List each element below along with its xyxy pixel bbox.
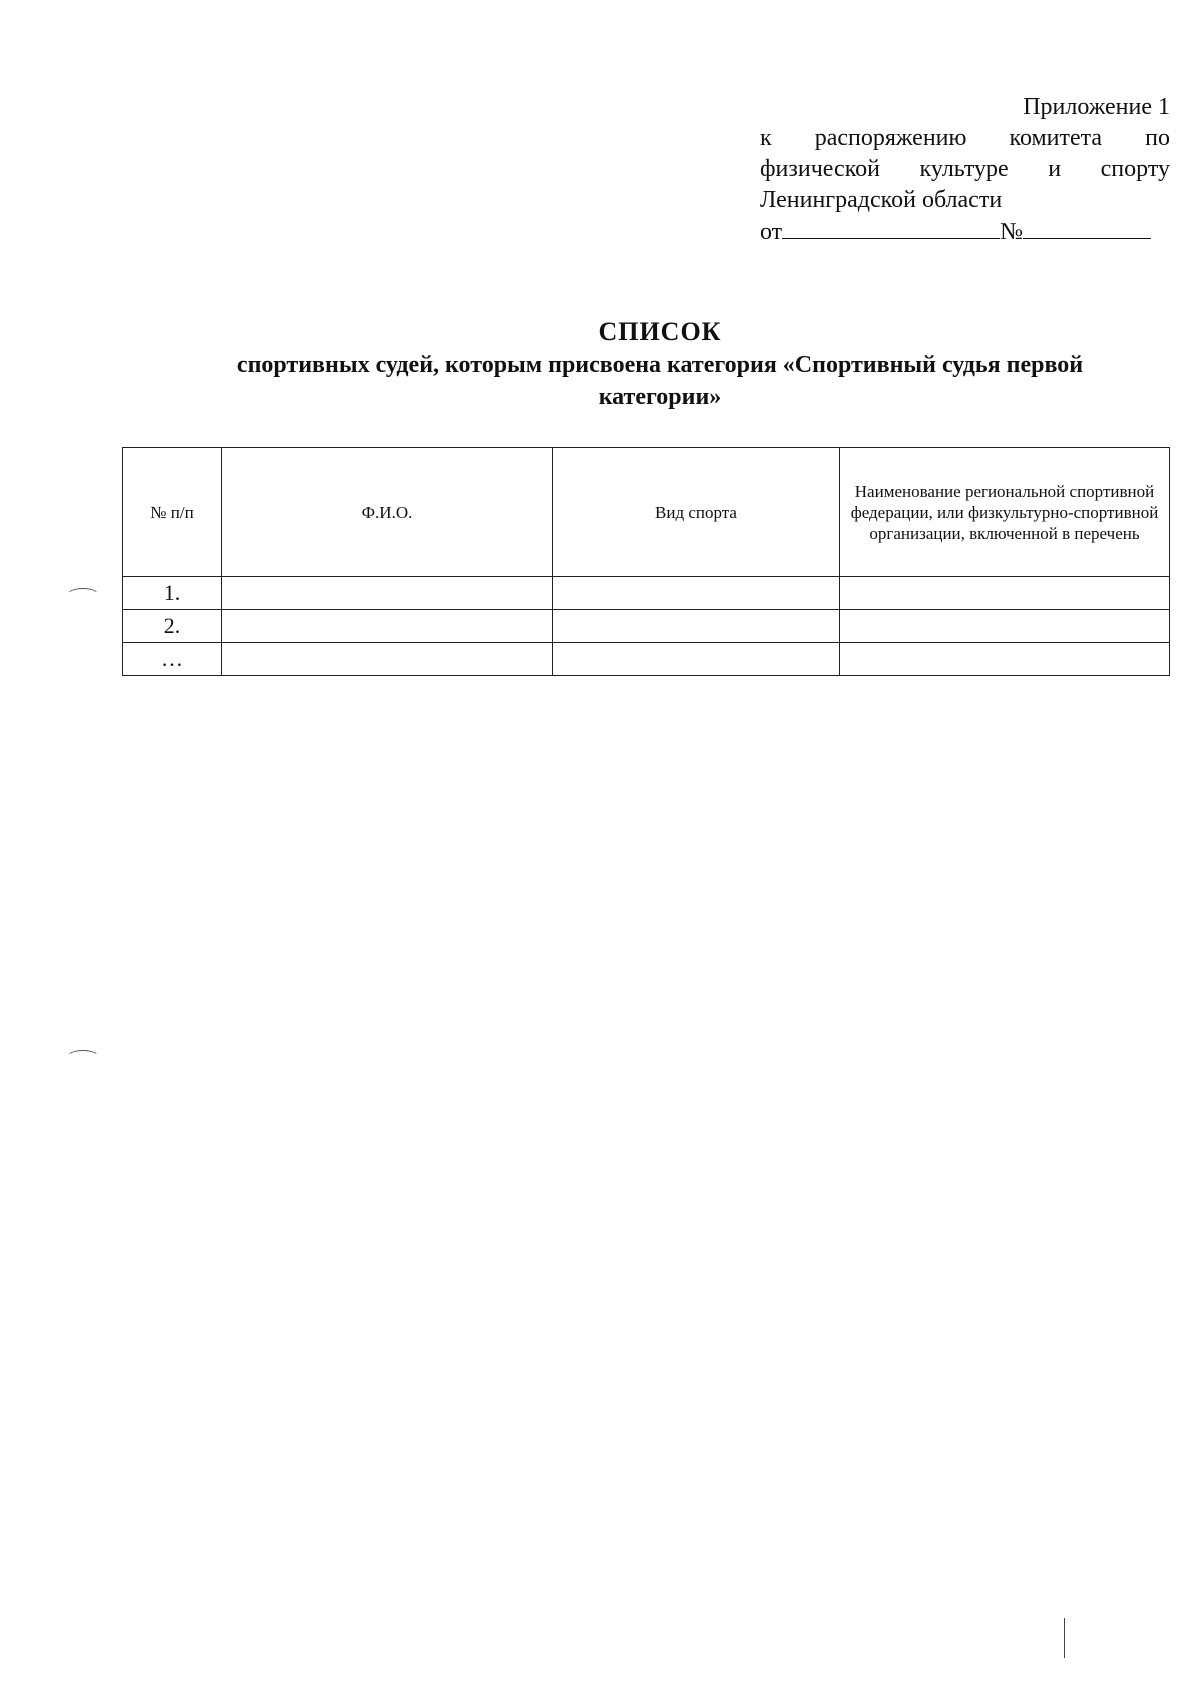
annex-date-line [760, 216, 1170, 248]
document-heading [150, 315, 1170, 413]
judges-table [122, 447, 1170, 676]
table-row [123, 643, 1170, 676]
table-header-row [123, 448, 1170, 577]
document-subtitle-line2: категории» [598, 384, 722, 410]
date-blank [782, 216, 1000, 239]
scan-edge-line [1064, 1618, 1065, 1658]
annex-title: Приложение 1 [1023, 94, 1170, 120]
row-fio-cell [222, 610, 553, 643]
row-fio-cell [222, 577, 553, 610]
number-sign: № [1000, 219, 1024, 245]
header-num: № п/п [123, 448, 222, 577]
header-sport: Вид спорта [553, 448, 840, 577]
row-organization-cell [840, 610, 1170, 643]
document-title: СПИСОК [598, 317, 722, 346]
row-number: 2. [123, 610, 222, 643]
date-prefix: от [760, 219, 783, 245]
annex-line-order: к распоряжению комитета по [760, 125, 1170, 151]
annex-line-committee: физической культуре и спорту [760, 156, 1170, 182]
table-row [123, 610, 1170, 643]
number-blank [1023, 216, 1151, 239]
punch-hole-mark-top [66, 588, 100, 604]
table-row [123, 577, 1170, 610]
annex-line-region: Ленинградской области [760, 187, 1003, 213]
row-organization-cell [840, 577, 1170, 610]
row-number: 1. [123, 577, 222, 610]
row-sport-cell [553, 577, 840, 610]
row-sport-cell [553, 643, 840, 676]
punch-hole-mark-bottom [66, 1050, 100, 1066]
header-fio: Ф.И.О. [222, 448, 553, 577]
row-number: … [123, 643, 222, 676]
row-organization-cell [840, 643, 1170, 676]
document-subtitle-line1: спортивных судей, которым присвоена категория «Спортивный судья первой [236, 352, 1084, 378]
row-fio-cell [222, 643, 553, 676]
row-sport-cell [553, 610, 840, 643]
annex-block [760, 92, 1170, 248]
header-organization: Наименование региональной спортивной федерации, или физкультурно-спортивной организации, включенной в перечень [840, 448, 1170, 577]
